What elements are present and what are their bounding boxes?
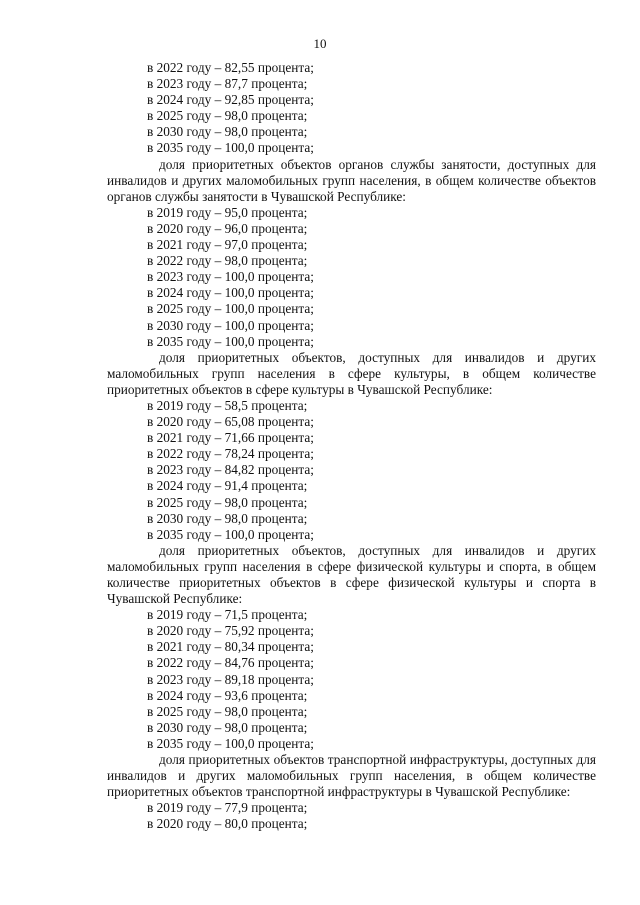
list-item: в 2021 году – 71,66 процента; <box>147 430 314 446</box>
paragraph: доля приоритетных объектов органов службы занятости, доступных для инвалидов и других маломобильных групп населения, в общем количестве объектов органов службы занятости в Чувашской Республике: <box>107 156 596 204</box>
list-item: в 2025 году – 100,0 процента; <box>147 301 314 317</box>
list-item: в 2022 году – 98,0 процента; <box>147 253 308 269</box>
list-item: в 2025 году – 98,0 процента; <box>147 108 308 124</box>
list-item: в 2030 году – 98,0 процента; <box>147 124 308 140</box>
paragraph: доля приоритетных объектов, доступных для инвалидов и других маломобильных групп населения в сфере культуры, в общем количестве приоритетных объектов в сфере культуры в Чувашской Республике: <box>107 349 596 397</box>
list-item: в 2025 году – 98,0 процента; <box>147 494 308 510</box>
list-item: в 2025 году – 98,0 процента; <box>147 703 308 719</box>
list-item: в 2019 году – 58,5 процента; <box>147 397 308 413</box>
list-item: в 2024 году – 92,85 процента; <box>147 92 314 108</box>
list-item: в 2019 году – 95,0 процента; <box>147 204 308 220</box>
list-item: в 2020 году – 65,08 процента; <box>147 414 314 430</box>
list-item: в 2024 году – 93,6 процента; <box>147 687 308 703</box>
list-item: в 2021 году – 97,0 процента; <box>147 237 308 253</box>
list-item: в 2023 году – 87,7 процента; <box>147 76 308 92</box>
list-item: в 2035 году – 100,0 процента; <box>147 140 314 156</box>
document-body <box>107 60 596 833</box>
list-item: в 2020 году – 75,92 процента; <box>147 623 314 639</box>
list-item: в 2024 году – 100,0 процента; <box>147 285 314 301</box>
list-item: в 2030 году – 98,0 процента; <box>147 510 308 526</box>
list-item: в 2022 году – 82,55 процента; <box>147 60 314 75</box>
paragraph: доля приоритетных объектов, доступных для инвалидов и других маломобильных групп населения в сфере физической культуры и спорта, в общем количестве приоритетных объектов в сфере физической культуры и спорта в Чувашской Республике: <box>107 542 596 607</box>
list-item: в 2035 году – 100,0 процента; <box>147 526 314 542</box>
list-item: в 2024 году – 91,4 процента; <box>147 478 308 494</box>
paragraph: доля приоритетных объектов транспортной инфраструктуры, доступных для инвалидов и других маломобильных групп населения, в общем количестве приоритетных объектов транспортной инфраструктуры в Чувашской Республике: <box>107 752 596 800</box>
list-item: в 2030 году – 100,0 процента; <box>147 317 314 333</box>
list-item: в 2022 году – 78,24 процента; <box>147 446 314 462</box>
list-item: в 2019 году – 71,5 процента; <box>147 607 308 623</box>
list-item: в 2021 году – 80,34 процента; <box>147 639 314 655</box>
list-item: в 2023 году – 84,82 процента; <box>147 462 314 478</box>
list-item: в 2023 году – 100,0 процента; <box>147 269 314 285</box>
list-item: в 2035 году – 100,0 процента; <box>147 333 314 349</box>
list-item: в 2020 году – 80,0 процента; <box>147 816 308 832</box>
list-item: в 2035 году – 100,0 процента; <box>147 735 314 751</box>
page-number: 10 <box>313 36 327 51</box>
list-item: в 2019 году – 77,9 процента; <box>147 800 308 816</box>
list-item: в 2020 году – 96,0 процента; <box>147 220 308 236</box>
list-item: в 2022 году – 84,76 процента; <box>147 655 314 671</box>
list-item: в 2023 году – 89,18 процента; <box>147 671 314 687</box>
list-item: в 2030 году – 98,0 процента; <box>147 719 308 735</box>
